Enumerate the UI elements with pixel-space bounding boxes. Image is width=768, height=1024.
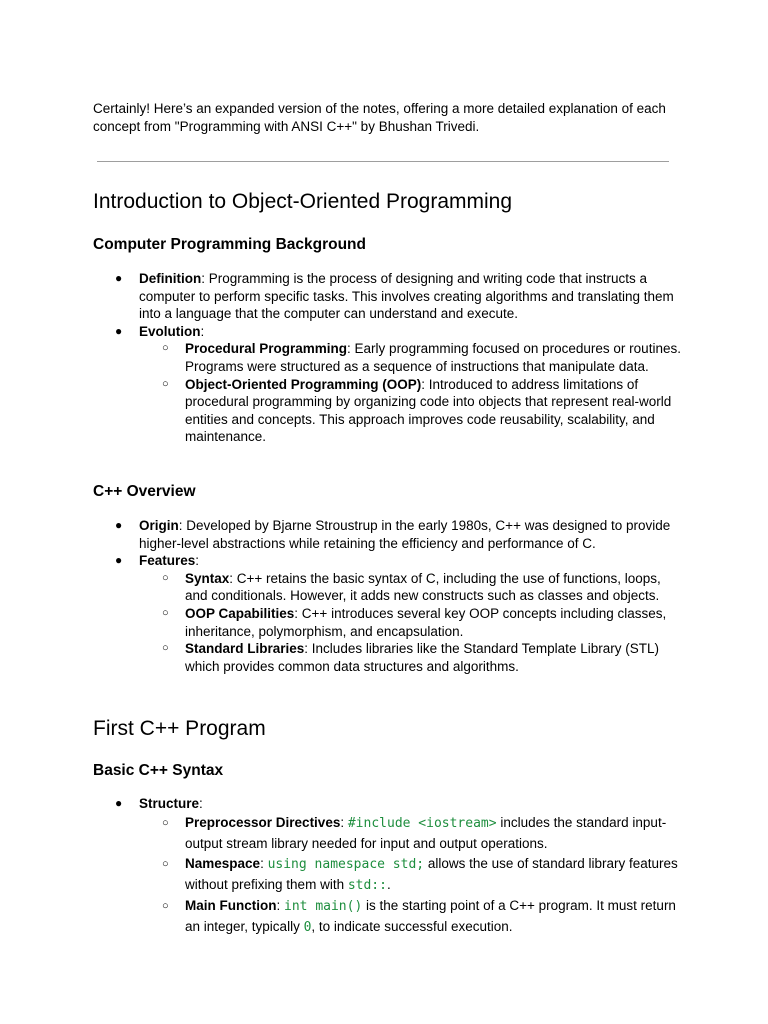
list-item-definition: ● Definition: Programming is the process of designing and writing code that instructs a computer to perform specific tasks. This involves creating algorithms and translating them into a language that the computer can understand and execute. — [115, 271, 674, 322]
list-item-standard-libraries: ○ Standard Libraries: Includes libraries like the Standard Template Library (STL) which provides common data structures and algorithms. — [162, 641, 659, 674]
subheading-cpp-overview: C++ Overview — [93, 483, 196, 500]
overview-list — [93, 517, 683, 675]
list-item-procedural: ○ Procedural Programming: Early programming focused on procedures or routines. Programs were structured as a sequence of instructions that manipulate data. — [162, 341, 681, 374]
intro-paragraph: Certainly! Here’s an expanded version of the notes, offering a more detailed explanation of each concept from "Programming with ANSI C++" by Bhushan Trivedi. — [93, 101, 666, 134]
list-item-preprocessor: ○ Preprocessor Directives: #include <iostream> includes the standard input-output stream library needed for input and output operations. — [162, 814, 667, 851]
horizontal-divider — [97, 161, 669, 162]
list-item-origin: ● Origin: Developed by Bjarne Stroustrup in the early 1980s, C++ was designed to provide higher-level abstractions while retaining the efficiency and performance of C. — [115, 518, 671, 551]
bullet-icon: ● — [115, 323, 123, 338]
bullet-icon: ● — [115, 271, 123, 285]
code-using-namespace: using namespace std; — [267, 856, 425, 872]
list-item-features: ● Features: — [115, 553, 200, 569]
hollow-bullet-icon: ○ — [162, 377, 169, 390]
subheading-programming-background: Computer Programming Background — [93, 236, 366, 253]
bullet-icon: ● — [115, 796, 123, 810]
hollow-bullet-icon: ○ — [162, 342, 169, 355]
code-include: #include <iostream> — [347, 815, 497, 831]
subheading-basic-syntax: Basic C++ Syntax — [93, 762, 224, 779]
list-item-structure: ● Structure: — [115, 796, 203, 811]
hollow-bullet-icon: ○ — [162, 642, 169, 655]
hollow-bullet-icon: ○ — [162, 899, 169, 912]
bullet-icon: ● — [115, 553, 123, 568]
list-item-evolution: ● Evolution: — [115, 323, 205, 339]
list-item-oop: ○ Object-Oriented Programming (OOP): Introduced to address limitations of procedural programming by organizing code into objects that represent real-world entities and concepts. This approach improves code reusability, scalability, and maintenance. — [162, 376, 672, 445]
heading-intro-oop: Introduction to Object-Oriented Programming — [93, 190, 513, 213]
hollow-bullet-icon: ○ — [162, 816, 169, 829]
list-item-oop-capabilities: ○ OOP Capabilities: C++ introduces several key OOP concepts including classes, inheritance, polymorphism, and encapsulation. — [162, 605, 667, 639]
bullet-icon: ● — [115, 518, 123, 532]
syntax-list — [93, 795, 683, 938]
hollow-bullet-icon: ○ — [162, 571, 169, 584]
list-item-main-function: ○ Main Function: int main() is the starting point of a C++ program. It must return an integer, typically 0, to indicate successful execution. — [162, 897, 676, 935]
code-std-prefix: std:: — [347, 877, 387, 893]
code-zero: 0 — [303, 919, 312, 935]
heading-first-program: First C++ Program — [93, 717, 266, 740]
hollow-bullet-icon: ○ — [162, 857, 169, 870]
list-item-namespace: ○ Namespace: using namespace std; allows the use of standard library features without prefixing them with std::. — [162, 855, 678, 893]
code-int-main: int main() — [284, 898, 363, 914]
list-item-syntax: ○ Syntax: C++ retains the basic syntax of C, including the use of functions, loops, and conditionals. However, it adds new constructs such as classes and objects. — [162, 570, 661, 604]
hollow-bullet-icon: ○ — [162, 606, 169, 619]
background-list — [93, 270, 683, 446]
